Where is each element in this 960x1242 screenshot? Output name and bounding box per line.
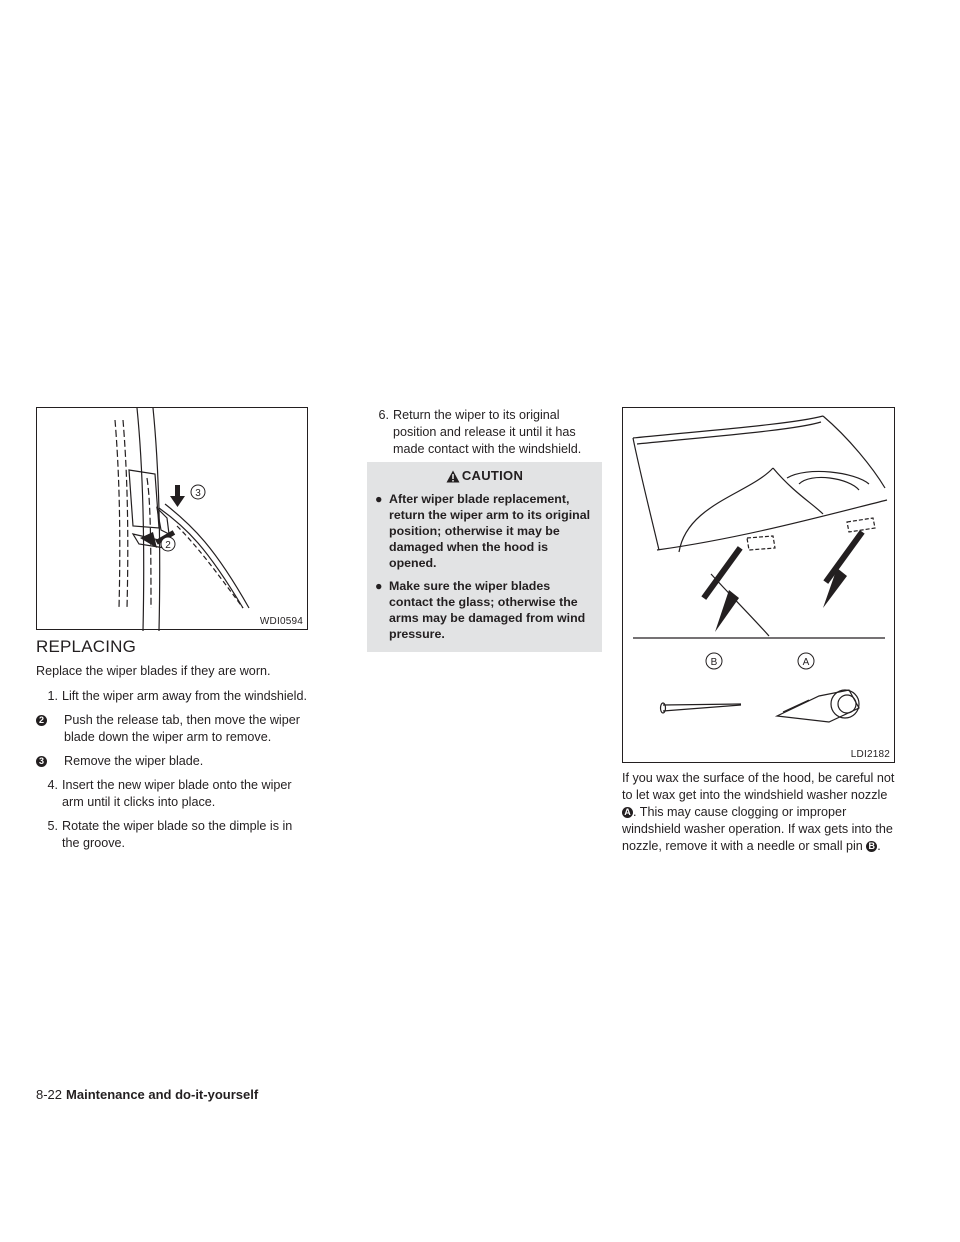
- marker-a: A: [622, 807, 633, 818]
- page-number: 8-22: [36, 1087, 63, 1102]
- step-5: [36, 818, 308, 852]
- caution-bullet-text: Make sure the wiper blades contact the glass; otherwise the arms may be damaged from wind pressure.: [389, 579, 586, 641]
- step-1: [36, 688, 308, 705]
- step-4: [36, 777, 308, 811]
- step-marker: 6.: [378, 408, 389, 422]
- step-text: Return the wiper to its original position and release it until it has made contact with the windshield.: [393, 408, 582, 456]
- section-heading: REPLACING: [36, 637, 137, 656]
- caution-bullet: [375, 578, 594, 642]
- bullet-dot-icon: ●: [375, 579, 383, 593]
- middle-column: [367, 407, 602, 465]
- caution-bullet-text: After wiper blade replacement, return the wiper arm to its original position; otherwise it may be damaged when the hood is opened.: [389, 492, 591, 570]
- page-footer: [36, 1087, 258, 1102]
- step-2: [36, 712, 308, 746]
- step-6: [367, 407, 602, 458]
- caution-title-text: CAUTION: [461, 468, 524, 483]
- step-marker-circle: 2: [36, 715, 47, 726]
- label-b: B: [710, 657, 718, 668]
- figure-washer-nozzle: [622, 407, 895, 763]
- marker-b: B: [866, 841, 877, 852]
- step-text: Push the release tab, then move the wiper blade down the wiper arm to remove.: [64, 713, 300, 744]
- washer-paragraph: [622, 770, 895, 855]
- step-3: [36, 753, 308, 770]
- callout-2: 2: [165, 540, 171, 551]
- intro-text: Replace the wiper blades if they are worn.: [36, 664, 271, 678]
- caution-title: [375, 468, 594, 484]
- step-marker-circle: 3: [36, 756, 47, 767]
- warning-icon: [446, 470, 460, 483]
- figure-code: LDI2182: [850, 749, 890, 760]
- step-text: Rotate the wiper blade so the dimple is in the groove.: [62, 819, 293, 850]
- wiper-release-illustration: [37, 408, 309, 631]
- figure-wiper-release: [36, 407, 308, 630]
- step-text: Lift the wiper arm away from the windshield.: [62, 689, 307, 703]
- step-text: Insert the new wiper blade onto the wiper arm until it clicks into place.: [62, 778, 292, 809]
- left-column: [36, 638, 308, 859]
- washer-text-3: .: [877, 839, 881, 853]
- bullet-dot-icon: ●: [375, 492, 383, 506]
- step-text: Remove the wiper blade.: [64, 754, 204, 768]
- step-marker: 1.: [47, 689, 58, 703]
- figure-code: WDI0594: [259, 616, 303, 627]
- caution-box: [367, 462, 602, 652]
- step-marker: 5.: [47, 819, 58, 833]
- washer-nozzle-illustration: [623, 408, 896, 764]
- label-a: A: [802, 657, 810, 668]
- callout-3: 3: [195, 488, 201, 499]
- step-marker: 4.: [47, 778, 58, 792]
- caution-bullet: [375, 491, 594, 571]
- washer-text-2: . This may cause clogging or improper windshield washer operation. If wax gets into the nozzle, remove it with a needle or small pin: [622, 805, 893, 853]
- section-title: Maintenance and do-it-yourself: [66, 1087, 259, 1102]
- right-column: [622, 770, 895, 863]
- washer-text-1: If you wax the surface of the hood, be careful not to let wax get into the windshield washer nozzle: [622, 771, 895, 802]
